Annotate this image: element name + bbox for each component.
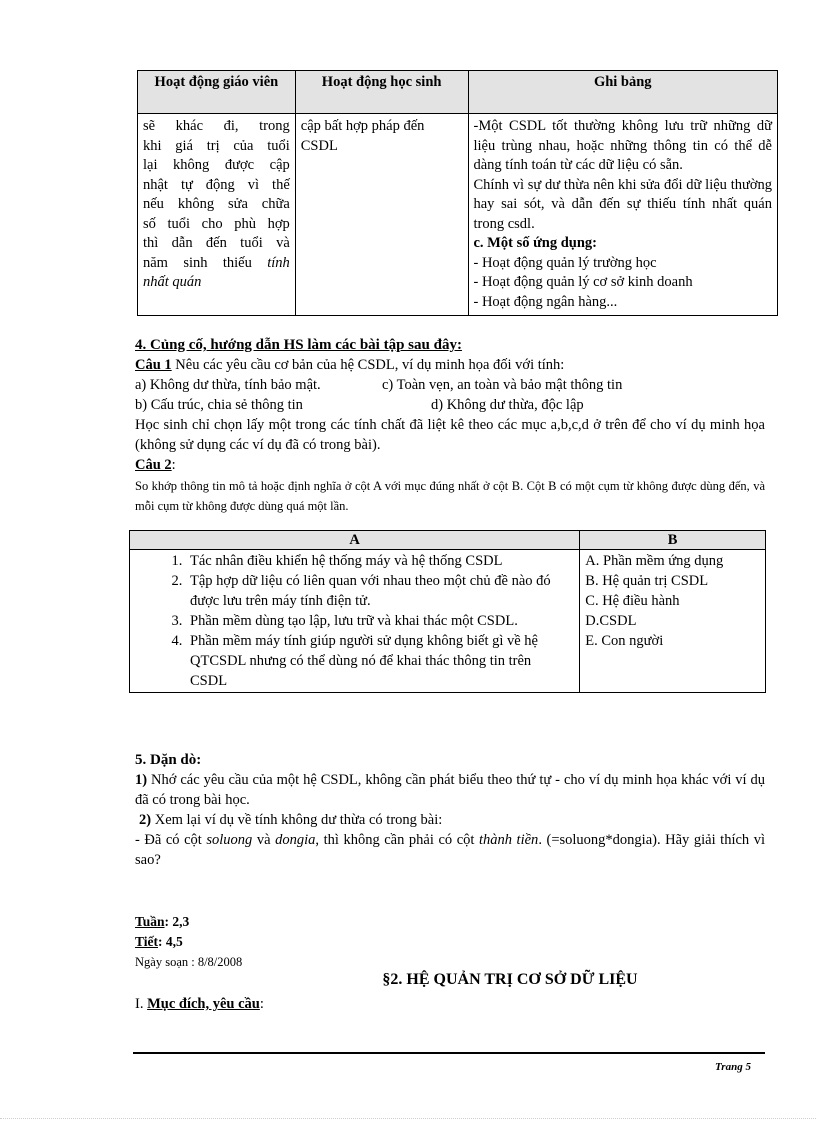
column-b-item: C. Hệ điều hành — [585, 593, 680, 609]
reminder-1 — [135, 770, 765, 810]
option-d: d) Không dư thừa, độc lập — [431, 397, 584, 413]
teacher-line: số tuổi cho phù hợp — [143, 215, 290, 232]
page-edge — [0, 1118, 816, 1119]
reminder-2 — [139, 810, 769, 830]
question-2-text: So khớp thông tin mô tả hoặc định nghĩa ở cột A với mục đúng nhất ở cột B. Cột B có một cụm từ không được dùng đến, và mỗi cụm từ không được dùng quá một lần. — [135, 479, 765, 513]
term-thanhtien: thành tiền — [478, 832, 539, 848]
term-soluong: soluong — [206, 832, 253, 848]
period-label: Tiết — [135, 934, 158, 949]
question-1-text: Nêu các yêu cầu cơ bản của hệ CSDL, ví dụ minh họa đối với tính: — [171, 357, 565, 373]
question-1-label: Câu 1 — [135, 357, 172, 373]
teacher-line: nếu không sửa chữa — [143, 196, 290, 212]
reminder-2-text: Xem lại ví dụ về tính không dư thừa có trong bài: — [151, 812, 443, 828]
question-1-options-row2 — [135, 395, 765, 415]
section-4-heading: 4. Củng cố, hướng dẫn HS làm các bài tập sau đây: — [135, 337, 462, 353]
board-paragraph: -Một CSDL tốt thường không lưu trữ những dữ liệu trùng nhau, hoặc những thông tin có thể dễ dàng tính toán từ các dữ liệu có sẵn. — [473, 118, 772, 173]
term-dongia: dongia — [275, 832, 316, 848]
column-a-item: 1. Tác nhân điều khiển hệ thống máy và hệ thống CSDL — [186, 551, 578, 571]
detail-text: , thì không cần phải có cột — [315, 832, 479, 848]
reminder-2-detail — [135, 830, 765, 870]
column-b-item: B. Hệ quản trị CSDL — [585, 573, 709, 589]
reminder-1-number: 1) — [135, 772, 148, 788]
week-line — [135, 912, 765, 932]
section-5-heading: 5. Dặn dò: — [135, 752, 202, 768]
detail-text: - Đã có cột — [135, 832, 207, 848]
matching-table — [129, 530, 766, 693]
detail-text: và — [252, 832, 276, 848]
column-a-item: 4. Phần mềm máy tính giúp người sử dụng không biết gì về hệ QTCSDL nhưng có thể dùng nó để khai thác thông tin trên CSDL — [186, 631, 578, 691]
page-number: Trang 5 — [715, 1061, 751, 1073]
footer-rule — [133, 1052, 765, 1054]
question-2 — [135, 455, 765, 475]
teacher-line: năm sinh thiếu — [143, 254, 252, 271]
board-list-item: - Hoạt động quản lý trường học — [473, 254, 657, 271]
column-a-header: A — [130, 531, 580, 550]
question-1 — [135, 355, 765, 375]
teacher-line: nhật tự động vì thế — [143, 176, 290, 193]
period-line — [135, 932, 765, 952]
board-list-item: - Hoạt động quản lý cơ sở kinh doanh — [473, 274, 693, 290]
lesson-activity-table — [137, 70, 778, 316]
part-1-label: Mục đích, yêu cầu — [147, 996, 260, 1012]
teacher-activity-cell — [138, 114, 296, 316]
student-activity-cell: cập bất hợp pháp đến CSDL — [295, 114, 468, 316]
teacher-line: khi giá trị của tuổi — [143, 137, 290, 154]
part-1-colon: : — [259, 996, 264, 1012]
board-subheading: c. Một số ứng dụng: — [473, 235, 598, 251]
teacher-italic-term: tính — [267, 254, 290, 271]
question-2-label: Câu 2 — [135, 457, 172, 473]
reminder-2-number: 2) — [139, 812, 152, 828]
board-notes-cell — [468, 114, 778, 316]
teacher-line: lại không được cập — [143, 157, 290, 173]
header-board-notes: Ghi bảng — [468, 71, 778, 114]
header-teacher-activity: Hoạt động giáo viên — [138, 71, 296, 114]
header-student-activity: Hoạt động học sinh — [295, 71, 468, 114]
board-list-item: - Hoạt động ngân hàng... — [473, 293, 618, 310]
question-1-options-row1 — [135, 375, 765, 395]
column-b-item: A. Phần mềm ứng dụng — [585, 553, 724, 569]
column-a-cell — [130, 550, 580, 693]
reminder-1-text: Nhớ các yêu cầu của một hệ CSDL, không cần phát biểu theo thứ tự - cho ví dụ minh họa khác với ví dụ đã có trong bài học. — [135, 772, 765, 808]
column-b-item: D.CSDL — [585, 613, 637, 629]
part-1-number: I. — [135, 996, 148, 1012]
prepared-date: Ngày soạn : 8/8/2008 — [135, 955, 243, 969]
column-b-item: E. Con người — [585, 633, 664, 649]
teacher-line: thì dẫn đến tuổi và — [143, 235, 290, 251]
week-label: Tuần — [135, 914, 165, 929]
option-b: b) Cấu trúc, chia sẻ thông tin — [135, 397, 303, 413]
teacher-line: sẽ khác đi, trong — [143, 118, 290, 134]
question-1-note: Học sinh chỉ chọn lấy một trong các tính chất đã liệt kê theo các mục a,b,c,d ở trên để cho ví dụ minh họa (không sử dụng các ví dụ đã có trong bài). — [135, 417, 765, 453]
lesson-title: §2. HỆ QUẢN TRỊ CƠ SỞ DỮ LIỆU — [382, 971, 638, 988]
teacher-italic-term: nhất quán — [143, 274, 202, 290]
week-value: : 2,3 — [164, 914, 190, 929]
period-value: : 4,5 — [158, 934, 183, 949]
part-1-heading — [135, 994, 765, 1014]
board-paragraph: Chính vì sự dư thừa nên khi sửa đổi dữ liệu thường hay sai sót, và dẫn đến sự thiếu tính nhất quán trong csdl. — [473, 176, 772, 232]
detail-text: . (=soluong*dongia). Hãy giải thích vì sao? — [135, 832, 765, 868]
column-a-item: 2. Tập hợp dữ liệu có liên quan với nhau theo một chủ đề nào đó được lưu trên máy tính điện tử. — [186, 571, 578, 611]
option-a: a) Không dư thừa, tính bảo mật. — [135, 377, 321, 393]
column-b-header: B — [580, 531, 766, 550]
question-2-colon: : — [171, 457, 176, 473]
column-b-cell — [580, 550, 766, 693]
option-c: c) Toàn vẹn, an toàn và bảo mật thông tin — [382, 377, 623, 393]
column-a-item: 3. Phần mềm dùng tạo lập, lưu trữ và khai thác một CSDL. — [186, 611, 578, 631]
